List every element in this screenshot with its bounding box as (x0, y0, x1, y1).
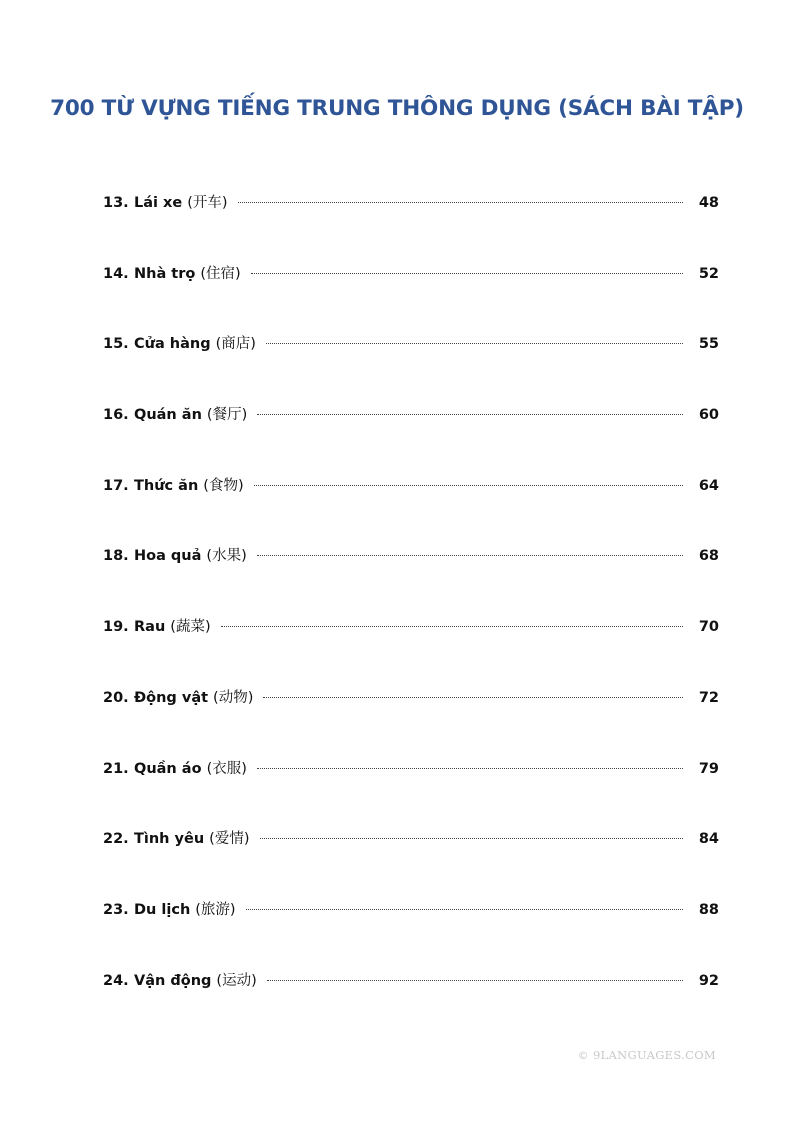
toc-entry[interactable] (103, 190, 719, 261)
dot-leader (238, 201, 683, 203)
toc-page-number: 70 (698, 619, 719, 636)
toc-number: 20. (103, 689, 129, 706)
dot-leader (267, 979, 683, 981)
toc-number: 23. (103, 901, 129, 918)
toc-title: Hoa quả (134, 548, 202, 565)
toc-entry[interactable] (103, 331, 719, 402)
toc-chinese-title: (衣服) (206, 760, 247, 777)
toc-page-number: 60 (698, 407, 719, 424)
toc-title: Vận động (134, 972, 212, 989)
dot-leader (266, 342, 683, 344)
toc-chinese-title: (爱情) (209, 831, 250, 848)
toc-chinese-title: (水果) (206, 548, 247, 565)
toc-number: 18. (103, 548, 129, 565)
toc-page-number: 72 (698, 689, 719, 706)
toc-chinese-title: (商店) (215, 336, 256, 353)
toc-page-number: 68 (698, 548, 719, 565)
toc-page-number: 64 (698, 477, 719, 494)
toc-entry[interactable] (103, 968, 719, 1039)
toc-number: 17. (103, 477, 129, 494)
toc-page-number: 84 (698, 831, 719, 848)
toc-entry[interactable] (103, 897, 719, 968)
toc-title: Quán ăn (134, 407, 202, 424)
toc-page-number: 55 (698, 336, 719, 353)
copyright-icon: © (577, 1049, 589, 1062)
dot-leader (246, 908, 683, 910)
toc-title: Thức ăn (134, 477, 199, 494)
toc-chinese-title: (住宿) (200, 265, 241, 282)
toc-number: 16. (103, 407, 129, 424)
toc-page-number: 92 (698, 972, 719, 989)
dot-leader (254, 484, 683, 486)
dot-leader (257, 554, 683, 556)
toc-number: 14. (103, 265, 129, 282)
toc-entry[interactable] (103, 614, 719, 685)
footer-text: 9LANGUAGES.COM (592, 1048, 716, 1062)
toc-chinese-title: (食物) (203, 477, 244, 494)
table-of-contents (103, 190, 719, 1038)
toc-chinese-title: (蔬菜) (170, 619, 211, 636)
toc-title: Động vật (134, 689, 209, 706)
toc-entry[interactable] (103, 473, 719, 544)
toc-chinese-title: (动物) (213, 689, 254, 706)
toc-title: Nhà trọ (134, 265, 196, 282)
dot-leader (260, 837, 683, 839)
toc-entry[interactable] (103, 826, 719, 897)
toc-number: 22. (103, 831, 129, 848)
toc-number: 21. (103, 760, 129, 777)
toc-entry[interactable] (103, 261, 719, 332)
watermark-footer (578, 1048, 716, 1062)
toc-title: Quần áo (134, 760, 202, 777)
toc-number: 24. (103, 972, 129, 989)
toc-page-number: 88 (698, 901, 719, 918)
dot-leader (257, 413, 683, 415)
toc-chinese-title: (运动) (216, 972, 257, 989)
toc-chinese-title: (旅游) (195, 901, 236, 918)
toc-number: 13. (103, 195, 129, 211)
toc-title: Du lịch (134, 901, 191, 918)
toc-entry[interactable] (103, 685, 719, 756)
page-title: 700 TỪ VỰNG TIẾNG TRUNG THÔNG DỤNG (SÁCH BÀI TẬP) (50, 96, 744, 122)
toc-title: Cửa hàng (134, 336, 211, 353)
toc-page-number: 48 (698, 195, 719, 211)
toc-page-number: 52 (698, 265, 719, 282)
toc-title: Rau (134, 619, 166, 636)
toc-title: Lái xe (134, 195, 183, 211)
toc-number: 15. (103, 336, 129, 353)
toc-entry[interactable] (103, 756, 719, 827)
toc-title: Tình yêu (134, 831, 205, 848)
dot-leader (251, 272, 683, 274)
toc-chinese-title: (餐厅) (206, 407, 248, 424)
dot-leader (221, 625, 683, 627)
toc-page-number: 79 (698, 760, 719, 777)
toc-entry[interactable] (103, 543, 719, 614)
dot-leader (263, 696, 682, 698)
toc-number: 19. (103, 619, 129, 636)
dot-leader (257, 767, 683, 769)
toc-entry[interactable] (103, 402, 719, 473)
toc-chinese-title: (开车) (187, 195, 228, 211)
